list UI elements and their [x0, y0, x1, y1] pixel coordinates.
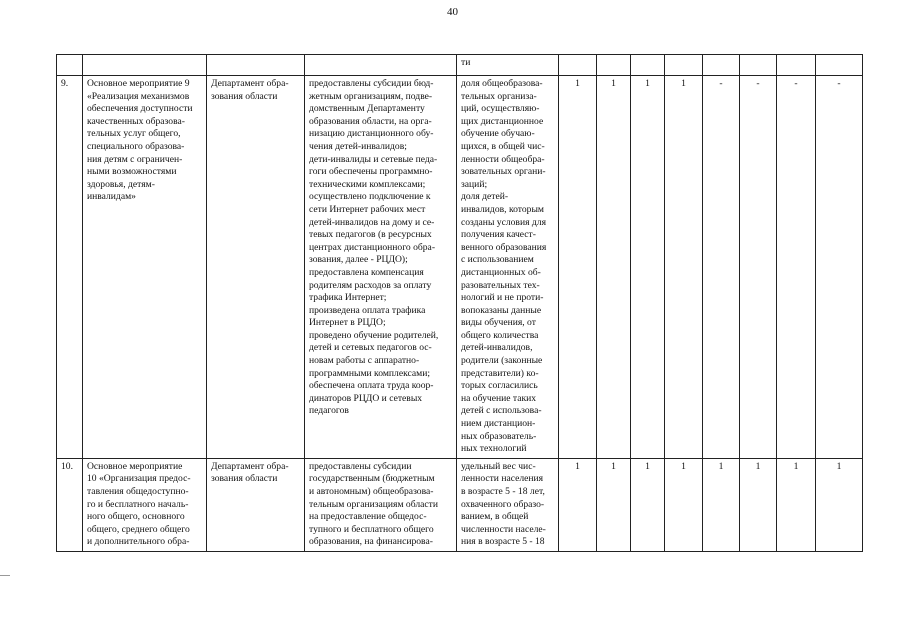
- event-name-cell: Основное мероприятие 10 «Организация предос- тавления общедоступно- го и бесплатного началь- ного общего, основного общего, среднего общего и дополнительного обра-: [83, 458, 207, 551]
- header-cell: [83, 55, 207, 76]
- row-number: 9.: [57, 76, 83, 459]
- header-cell: [816, 55, 863, 76]
- header-cell: [740, 55, 777, 76]
- value-cell: 1: [703, 458, 740, 551]
- indicator-cell: доля общеобразова- тельных организа- ций, осуществляю- щих дистанционное обучение обучаю- щихся, в общей чис- ленности общеобра- зовательных органи- заций; доля детей- инвалидов, которым созданы условия для получения качест- венного образования с использованием дистанционных об- разовательных тех- нологий и не проти- вопоказаны данные виды обучения, от общего количества детей-инвалидов, родители (законные представители) ко- торых согласились на обучение таких детей с использова- нием дистанцион- ных образователь- ных технологий: [457, 76, 559, 459]
- row-number: 10.: [57, 458, 83, 551]
- executor-cell: Департамент обра- зования области: [207, 76, 305, 459]
- indicator-cell: удельный вес чис- ленности населения в возрасте 5 - 18 лет, охваченного образо- ванием, в общей численности населе- ния в возрасте 5 - 18: [457, 458, 559, 551]
- expected-result-cell: предоставлены субсидии бюд- жетным организациям, подве- домственным Департаменту образования области, на орга- низацию дистанционного обу- чения детей-инвалидов; дети-инвалиды и сетевые педа- гоги обеспечены программно- техническими комплексами; осуществлено подключение к сети Интернет рабочих мест детей-инвалидов на дому и се- тевых педагогов (в ресурсных центрах дистанционного обра- зования, далее - РЦДО); предоставлена компенсация родителям расходов за оплату трафика Интернет; произведена оплата трафика Интернет в РЦДО; проведено обучение родителей, детей и сетевых педагогов ос- новам работы с аппаратно- программными комплексами; обеспечена оплата труда коор- динаторов РЦДО и сетевых педагогов: [305, 76, 457, 459]
- value-cell: 1: [777, 458, 816, 551]
- header-cell: [631, 55, 665, 76]
- value-cell: 1: [816, 458, 863, 551]
- value-cell: 1: [597, 76, 631, 459]
- table-row: [57, 76, 863, 459]
- header-cell: [207, 55, 305, 76]
- header-cell: [665, 55, 703, 76]
- header-cell: ти: [457, 55, 559, 76]
- event-name-cell: Основное мероприятие 9 «Реализация механизмов обеспечения доступности качественных образова- тельных услуг общего, специального образова- ния детям с ограничен- ными возможностями здоровья, детям- инвалидам»: [83, 76, 207, 459]
- value-cell: 1: [597, 458, 631, 551]
- value-cell: 1: [665, 458, 703, 551]
- value-cell: 1: [665, 76, 703, 459]
- header-cell: [703, 55, 740, 76]
- program-events-table: [56, 54, 863, 552]
- value-cell: 1: [740, 458, 777, 551]
- value-cell: 1: [559, 458, 597, 551]
- table-header-row: [57, 55, 863, 76]
- page-number: 40: [447, 6, 458, 18]
- header-cell: [777, 55, 816, 76]
- scan-edge-mark: [0, 575, 10, 576]
- value-cell: -: [777, 76, 816, 459]
- value-cell: -: [703, 76, 740, 459]
- executor-cell: Департамент обра- зования области: [207, 458, 305, 551]
- header-cell: [559, 55, 597, 76]
- header-cell: [305, 55, 457, 76]
- table-row: [57, 458, 863, 551]
- value-cell: 1: [559, 76, 597, 459]
- header-cell: [57, 55, 83, 76]
- value-cell: -: [816, 76, 863, 459]
- value-cell: 1: [631, 76, 665, 459]
- value-cell: 1: [631, 458, 665, 551]
- value-cell: -: [740, 76, 777, 459]
- expected-result-cell: предоставлены субсидии государственным (бюджетным и автономным) общеобразова- тельным организациям области на предоставление общедос- тупного и бесплатного общего образования, на финансирова-: [305, 458, 457, 551]
- header-cell: [597, 55, 631, 76]
